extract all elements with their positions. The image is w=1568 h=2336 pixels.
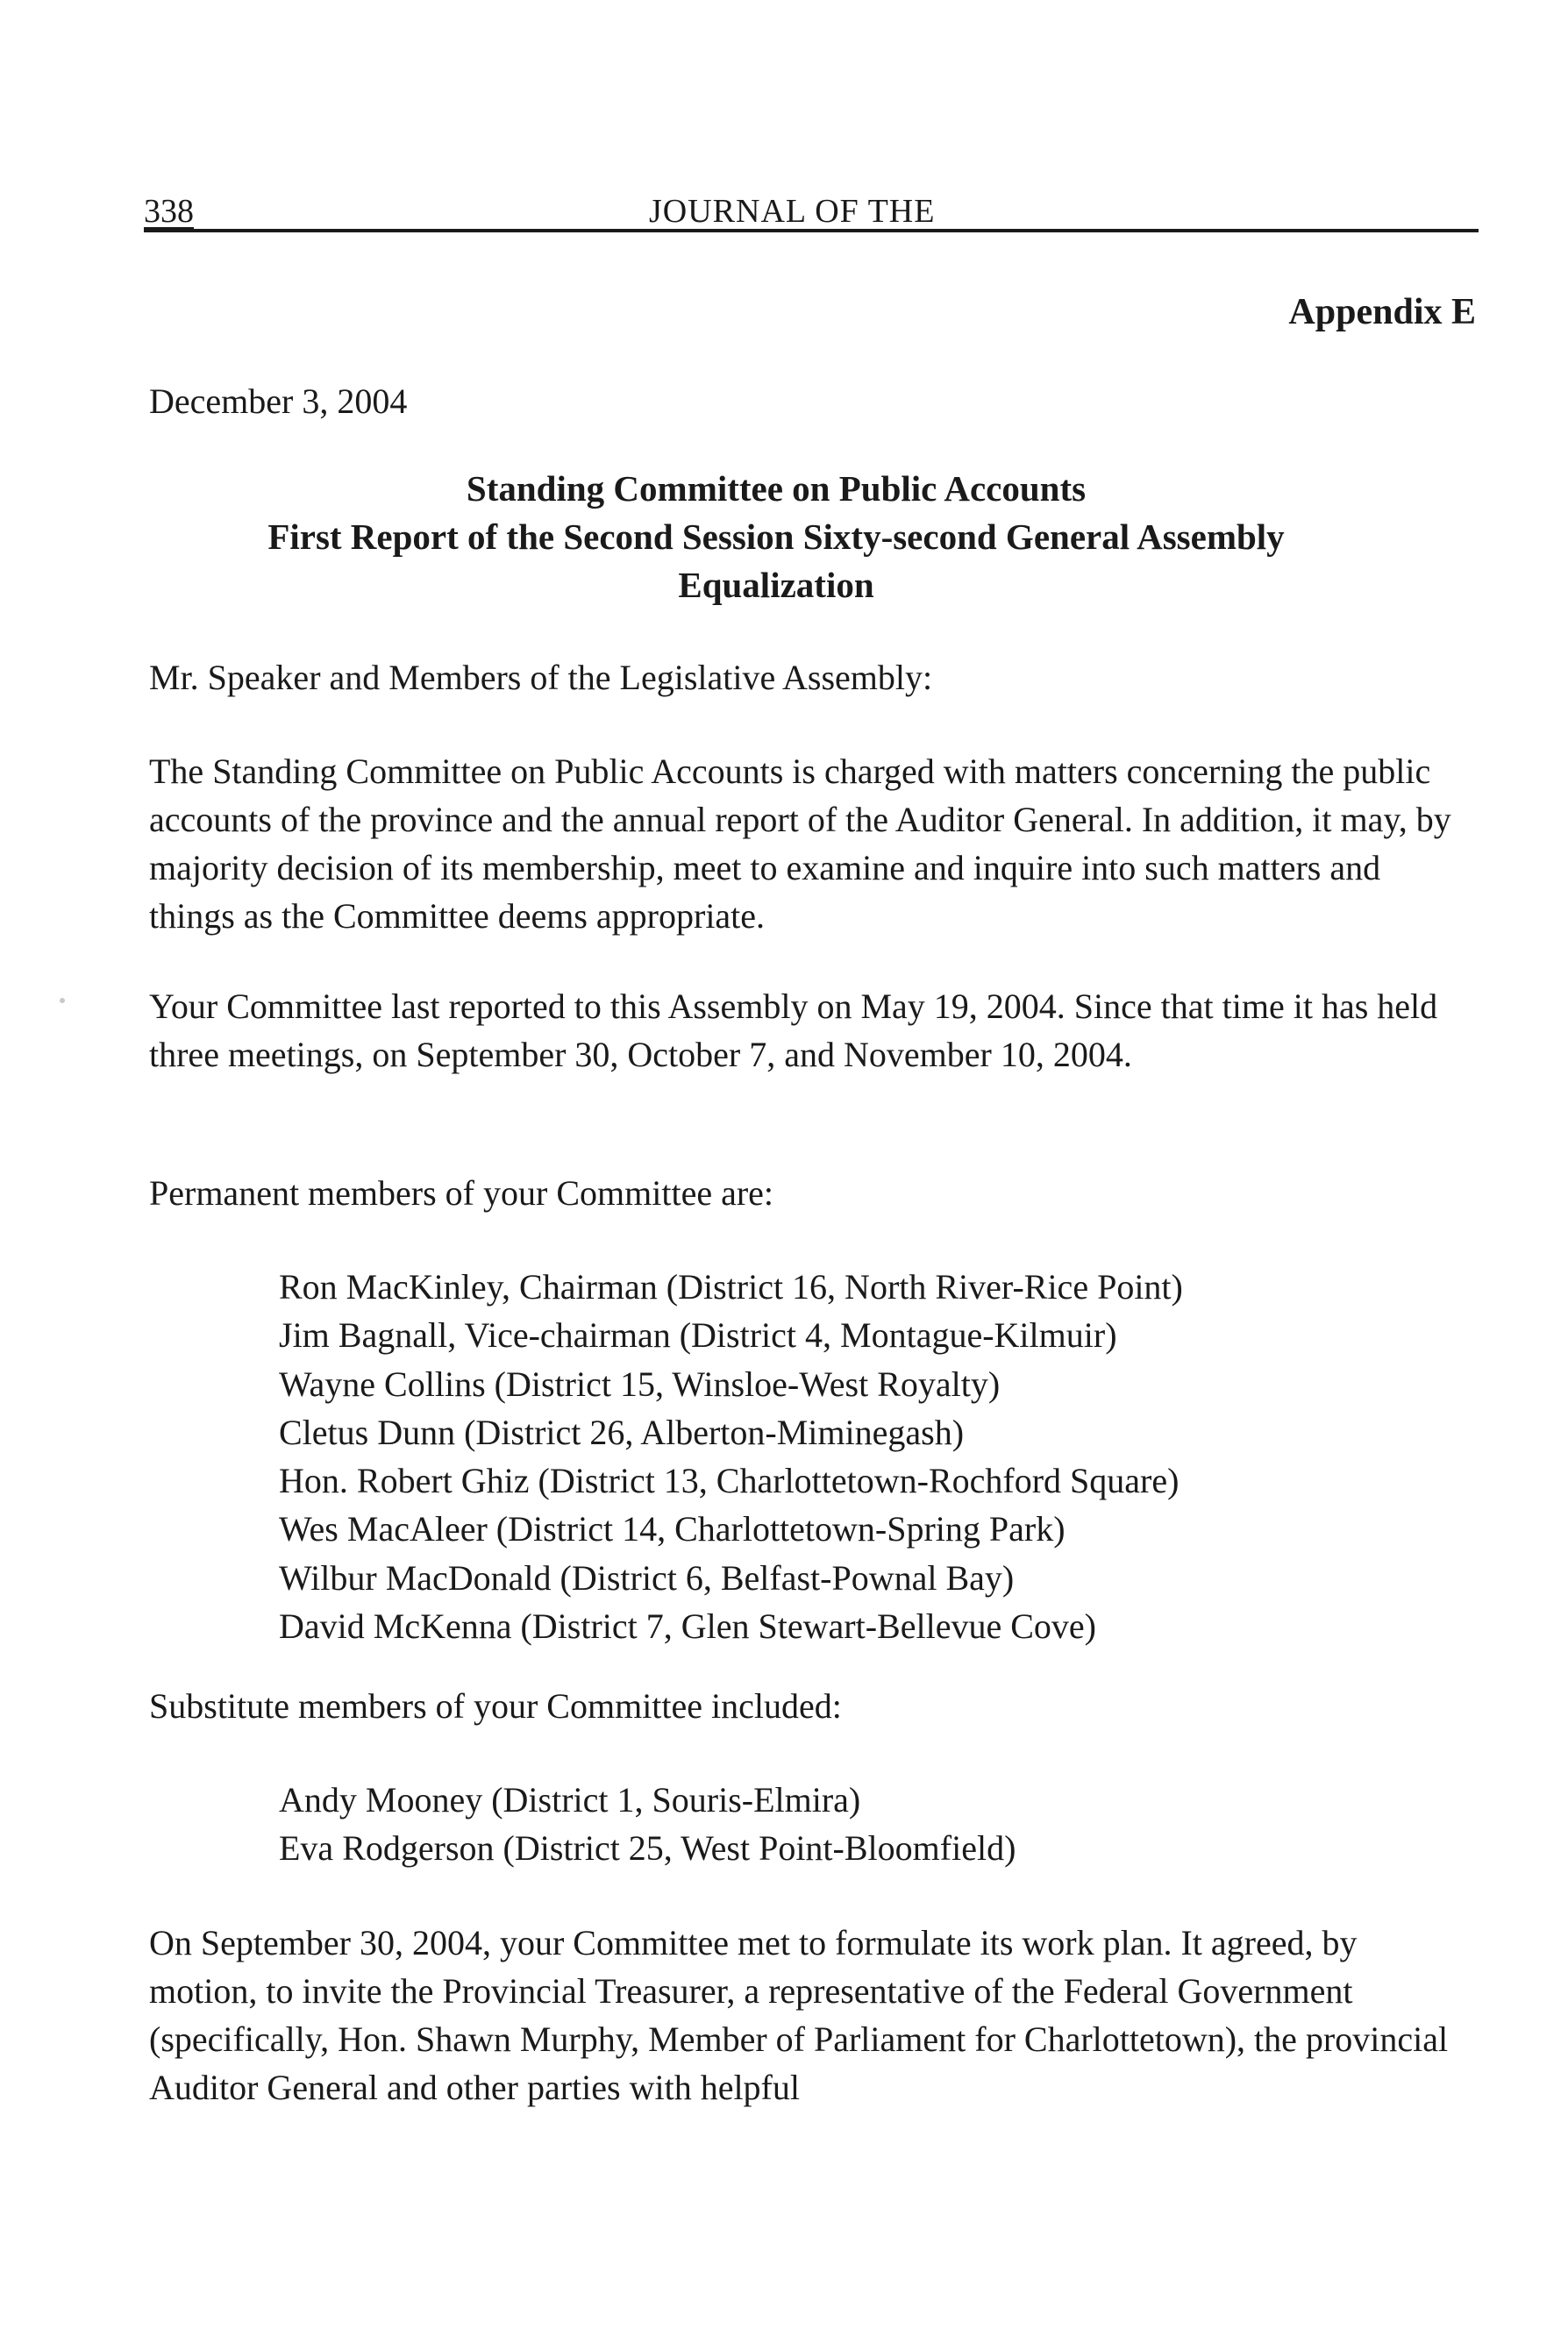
salutation-text: Mr. Speaker and Members of the Legislative Assembly: [149,658,933,697]
list-item: Wilbur MacDonald (District 6, Belfast-Pownal Bay) [279,1557,1015,1598]
list-item: David McKenna (District 7, Glen Stewart-Bellevue Cove) [279,1606,1096,1647]
header-rule [144,229,1479,232]
paragraph-work-plan-text: On September 30, 2004, your Committee met to formulate its work plan. It agreed, by motion, to invite the Provincial Treasurer, a representative of the Federal Government (specifically, Hon. Shawn Murphy, Member of Parliament for Charlottetown), the provincial Auditor General and other parties with helpful [149,1923,1449,2107]
journal-title: JOURNAL OF THE [649,193,936,230]
report-title [149,465,1403,609]
appendix-label: Appendix E [1288,292,1476,332]
list-item: Cletus Dunn (District 26, Alberton-Miminegash) [279,1412,965,1452]
list-item: Wayne Collins (District 15, Winsloe-West Royalty) [279,1364,1001,1404]
title-line-committee: Standing Committee on Public Accounts [466,468,1087,509]
list-item: Eva Rodgerson (District 25, West Point-Bloomfield) [279,1828,1016,1869]
paragraph-mandate-text: The Standing Committee on Public Accounts is charged with matters concerning the public accounts of the province and the annual report of the Auditor General. In addition, it may, by majority decision of its membership, meet to examine and inquire into such matters and things as the Committee deems appropriate. [149,751,1451,936]
list-item: Jim Bagnall, Vice-chairman (District 4, Montague-Kilmuir) [279,1315,1117,1356]
report-date: December 3, 2004 [149,381,408,421]
paragraph-meetings-text: Your Committee last reported to this Assembly on May 19, 2004. Since that time it has held three meetings, on September 30, October 7, and November 10, 2004. [149,986,1438,1074]
running-header [144,191,1479,231]
permanent-members-intro [149,1169,1465,1217]
permanent-members-intro-text: Permanent members of your Committee are: [149,1173,774,1213]
permanent-members-list [279,1263,1454,1650]
substitute-members-intro [149,1682,1465,1730]
paragraph-work-plan [149,1919,1465,2112]
scan-speck [60,998,65,1003]
title-line-report: First Report of the Second Session Sixty-second General Assembly [267,516,1285,557]
page-number: 338 [144,193,194,230]
title-line-subject: Equalization [678,565,874,605]
list-item: Ron MacKinley, Chairman (District 16, North River-Rice Point) [279,1267,1183,1307]
substitute-members-intro-text: Substitute members of your Committee included: [149,1686,842,1726]
list-item: Hon. Robert Ghiz (District 13, Charlottetown-Rochford Square) [279,1461,1180,1501]
paragraph-meetings [149,982,1465,1079]
paragraph-mandate [149,747,1465,940]
salutation [149,653,1465,702]
substitute-members-list [279,1776,1454,1873]
list-item: Wes MacAleer (District 14, Charlottetown-Spring Park) [279,1509,1066,1549]
list-item: Andy Mooney (District 1, Souris-Elmira) [279,1780,861,1820]
